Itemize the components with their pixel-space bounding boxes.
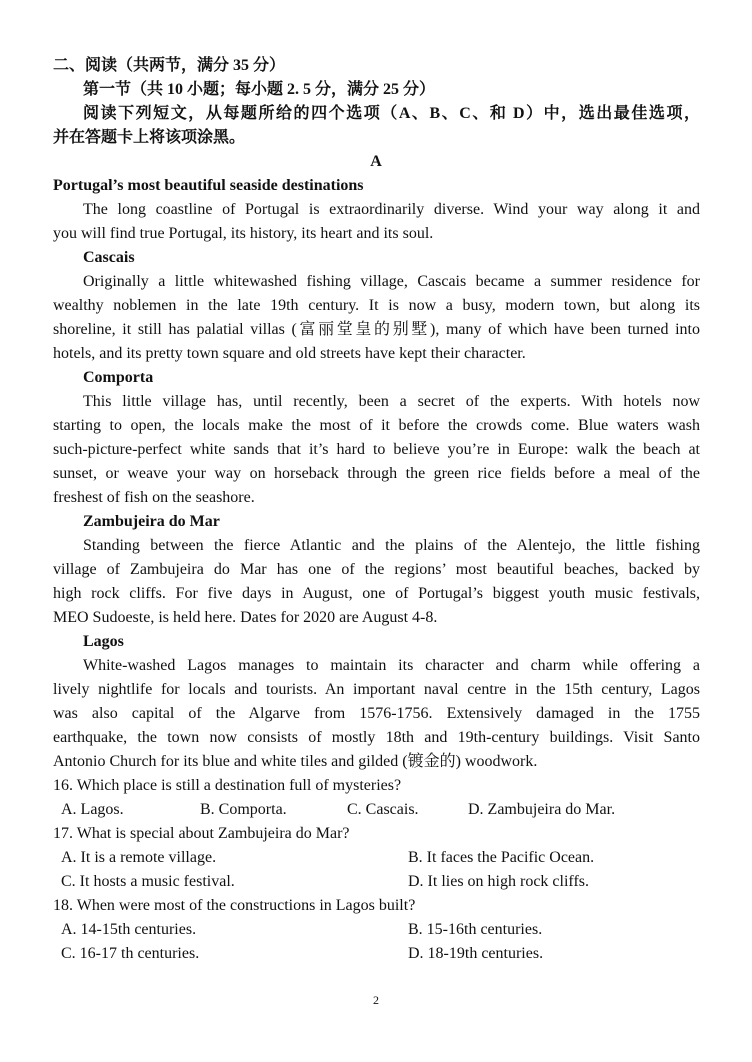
comporta-line-5: freshest of fish on the seashore. [53, 489, 255, 506]
cascais-line-2: wealthy noblemen in the late 19th century. It is now a busy, modern town, but along its [53, 297, 700, 314]
intro-line-1: The long coastline of Portugal is extraordinarily diverse. Wind your way along it and [83, 201, 700, 218]
section-heading: 二、阅读（共两节，满分 35 分） [53, 57, 286, 74]
question-18-option-b[interactable]: B. 15-16th centuries. [408, 921, 543, 938]
zambujeira-line-2: village of Zambujeira do Mar has one of the regions’ most beautiful beaches, backed by [53, 561, 700, 578]
comporta-line-2: starting to open, the locals make the most of it before the crowds come. Blue waters wash [53, 417, 700, 434]
lagos-line-5: Antonio Church for its blue and white tiles and gilded (镀金的) woodwork. [53, 753, 538, 770]
cascais-line-1: Originally a little whitewashed fishing village, Cascais became a summer residence for [83, 273, 700, 290]
question-16-option-d[interactable]: D. Zambujeira do Mar. [468, 801, 616, 818]
question-17-option-a[interactable]: A. It is a remote village. [61, 849, 217, 866]
question-16-option-b[interactable]: B. Comporta. [200, 801, 287, 818]
question-18-option-d[interactable]: D. 18-19th centuries. [408, 945, 544, 962]
passage-letter: A [370, 153, 382, 170]
question-18-option-a[interactable]: A. 14-15th centuries. [61, 921, 197, 938]
question-stem-16: 16. Which place is still a destination full of mysteries? [53, 777, 402, 794]
intro-line-2: you will find true Portugal, its history, its heart and its soul. [53, 225, 434, 242]
zambujeira-line-4: MEO Sudoeste, is held here. Dates for 2020 are August 4-8. [53, 609, 438, 626]
part-heading: 第一节（共 10 小题；每小题 2. 5 分，满分 25 分） [83, 81, 436, 98]
question-18-option-c[interactable]: C. 16-17 th centuries. [61, 945, 200, 962]
question-stem-17: 17. What is special about Zambujeira do Mar? [53, 825, 350, 842]
section-heading-zambujeira: Zambujeira do Mar [83, 513, 220, 530]
lagos-line-2: lively nightlife for locals and tourists. An important naval centre in the 15th century, Lagos [53, 681, 700, 698]
zambujeira-line-3: high rock cliffs. For five days in August, one of Portugal’s biggest youth music festivals, [53, 585, 700, 602]
cascais-line-4: hotels, and its pretty town square and old streets have kept their character. [53, 345, 526, 362]
section-heading-comporta: Comporta [83, 369, 154, 386]
comporta-line-1: This little village has, until recently, been a secret of the experts. With hotels now [83, 393, 700, 410]
passage-title: Portugal’s most beautiful seaside destinations [53, 177, 364, 194]
question-17-option-c[interactable]: C. It hosts a music festival. [61, 873, 235, 890]
lagos-line-3: was also capital of the Algarve from 1576-1756. Extensively damaged in the 1755 [53, 705, 700, 722]
question-stem-18: 18. When were most of the constructions in Lagos built? [53, 897, 416, 914]
lagos-line-1: White-washed Lagos manages to maintain its character and charm while offering a [83, 657, 700, 674]
instruction-line-1: 阅读下列短文，从每题所给的四个选项（A、B、C、和 D）中，选出最佳选项， [83, 105, 700, 122]
question-17-option-d[interactable]: D. It lies on high rock cliffs. [408, 873, 590, 890]
cascais-line-3: shoreline, it still has palatial villas (富丽堂皇的别墅), many of which have been turned into [53, 321, 700, 338]
question-17-option-b[interactable]: B. It faces the Pacific Ocean. [408, 849, 595, 866]
instruction-line-2: 并在答题卡上将该项涂黑。 [53, 129, 246, 146]
comporta-line-3: such-picture-perfect white sands that it’s hard to believe you’re in Europe: walk the beach at [53, 441, 700, 458]
lagos-line-4: earthquake, the town now consists of mostly 18th and 19th-century buildings. Visit Santo [53, 729, 700, 746]
zambujeira-line-1: Standing between the fierce Atlantic and the plains of the Alentejo, the little fishing [83, 537, 700, 554]
question-16-option-c[interactable]: C. Cascais. [347, 801, 419, 818]
question-16-option-a[interactable]: A. Lagos. [61, 801, 124, 818]
comporta-line-4: sunset, or weave your way on horseback through the green rice fields before a meal of the [53, 465, 700, 482]
page-number: 2 [373, 993, 379, 1007]
section-heading-lagos: Lagos [83, 633, 124, 650]
section-heading-cascais: Cascais [83, 249, 135, 266]
